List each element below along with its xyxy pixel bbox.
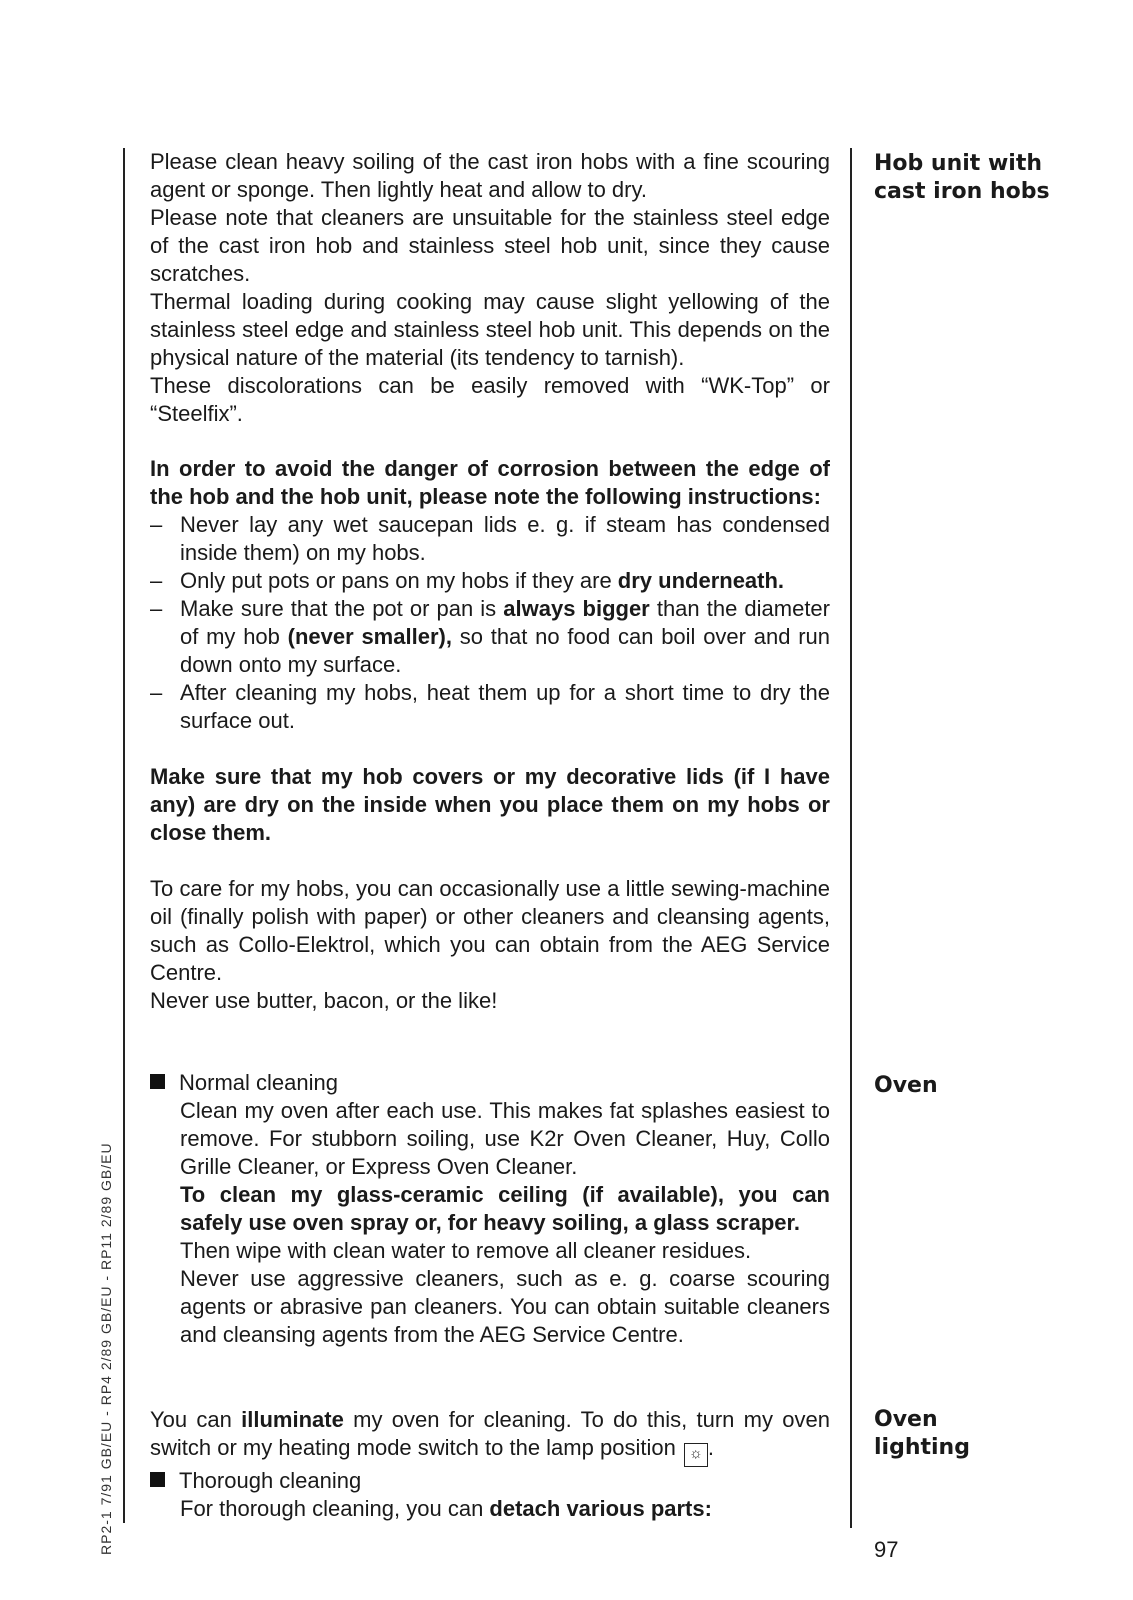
oven-lighting-section <box>150 1406 830 1523</box>
list-item-emphasis: dry underneath. <box>617 568 785 593</box>
heading-hob-unit: Hob unit with cast iron hobs <box>874 151 1050 204</box>
list-item-text: Never lay any wet saucepan lids e. g. if steam has condensed inside them) on my hobs. <box>180 512 830 565</box>
lighting-text: my oven for cleaning. To do this, turn my oven switch or my heating mode switch to the lamp position <box>150 1407 830 1460</box>
corrosion-heading: In order to avoid the danger of corrosion between the edge of the hob and the hob unit, please note the following instructions: <box>150 456 830 509</box>
list-item-emphasis: (never smaller), <box>287 624 452 649</box>
list-item-text: so that no food can boil over and run down onto my surface. <box>180 624 831 677</box>
list-item <box>150 511 830 567</box>
list-item-text: After cleaning my hobs, heat them up for a short time to dry the surface out. <box>180 680 830 733</box>
oven-paragraph-2: Then wipe with clean water to remove all cleaner residues. <box>180 1238 752 1263</box>
list-item-emphasis: always bigger <box>503 596 650 621</box>
thorough-cleaning-label: Thorough cleaning <box>179 1468 362 1493</box>
oven-paragraph-1: Clean my oven after each use. This makes fat splashes easiest to remove. For stubborn soiling, use K2r Oven Cleaner, Huy, Collo Grille Cleaner, or Express Oven Cleaner. <box>180 1098 830 1179</box>
detach-emphasis: detach various parts: <box>489 1496 712 1521</box>
page-number: 97 <box>874 1537 899 1562</box>
list-item-text: Make sure that the pot or pan is <box>180 596 504 621</box>
detach-text: For thorough cleaning, you can <box>180 1496 490 1521</box>
right-column-rule <box>850 148 852 1528</box>
lamp-icon: ☼ <box>684 1443 708 1467</box>
lighting-paragraph <box>150 1406 830 1467</box>
oven-glass-ceramic-note: To clean my glass-ceramic ceiling (if available), you can safely use oven spray or, for heavy soiling, a glass scraper. <box>180 1182 830 1235</box>
oven-paragraph-3: Never use aggressive cleaners, such as e. g. coarse scouring agents or abrasive pan cleaners. You can obtain suitable cleaners and cleansing agents from the AEG Service Centre. <box>180 1266 830 1347</box>
list-item-text: than the diameter of my hob <box>180 596 830 649</box>
thorough-cleaning-title <box>150 1467 830 1495</box>
care-paragraph-1: To care for my hobs, you can occasionally use a little sewing-machine oil (finally polish with paper) or other cleaners and cleansing agents, such as Collo-Elektrol, which you can obtain from the AEG Service Centre. <box>150 876 830 985</box>
lighting-text: . <box>707 1435 715 1460</box>
normal-cleaning-label: Normal cleaning <box>179 1070 338 1095</box>
detach-paragraph <box>150 1495 830 1523</box>
list-item <box>150 595 830 679</box>
lighting-emphasis: illuminate <box>241 1407 344 1432</box>
covers-section <box>150 763 830 847</box>
square-bullet-icon <box>150 1472 165 1487</box>
list-item-text: Only put pots or pans on my hobs if they are <box>180 568 618 593</box>
heading-oven: Oven <box>874 1073 938 1098</box>
hob-paragraph-2: Please note that cleaners are unsuitable for the stainless steel edge of the cast iron hob and stainless steel hob unit, since they cause scratches. <box>150 205 830 286</box>
document-code: RP2-1 7/91 GB/EU - RP4 2/89 GB/EU - RP11 2/89 GB/EU <box>98 1142 114 1555</box>
covers-note: Make sure that my hob covers or my decorative lids (if I have any) are dry on the inside when you place them on my hobs or close them. <box>150 764 830 845</box>
oven-cleaning-body <box>150 1097 830 1349</box>
list-item <box>150 567 830 595</box>
normal-cleaning-title <box>150 1069 830 1097</box>
hob-paragraph-4: These discolorations can be easily removed with “WK-Top” or “Steelfix”. <box>150 373 830 426</box>
hob-paragraph-1: Please clean heavy soiling of the cast iron hobs with a fine scouring agent or sponge. Then lightly heat and allow to dry. <box>150 149 830 202</box>
care-paragraph-2: Never use butter, bacon, or the like! <box>150 988 498 1013</box>
corrosion-section <box>150 455 830 735</box>
corrosion-list <box>150 511 830 735</box>
list-item <box>150 679 830 735</box>
hob-paragraph-3: Thermal loading during cooking may cause slight yellowing of the stainless steel edge and stainless steel hob unit. This depends on the physical nature of the material (its tendency to tarnish). <box>150 289 830 370</box>
left-column-rule <box>123 148 125 1523</box>
square-bullet-icon <box>150 1074 165 1089</box>
oven-cleaning-section <box>150 1069 830 1349</box>
lighting-text: You can <box>150 1407 242 1432</box>
care-section <box>150 875 830 1015</box>
heading-oven-lighting: Oven lighting <box>874 1407 970 1460</box>
hob-cleaning-section <box>150 148 830 428</box>
